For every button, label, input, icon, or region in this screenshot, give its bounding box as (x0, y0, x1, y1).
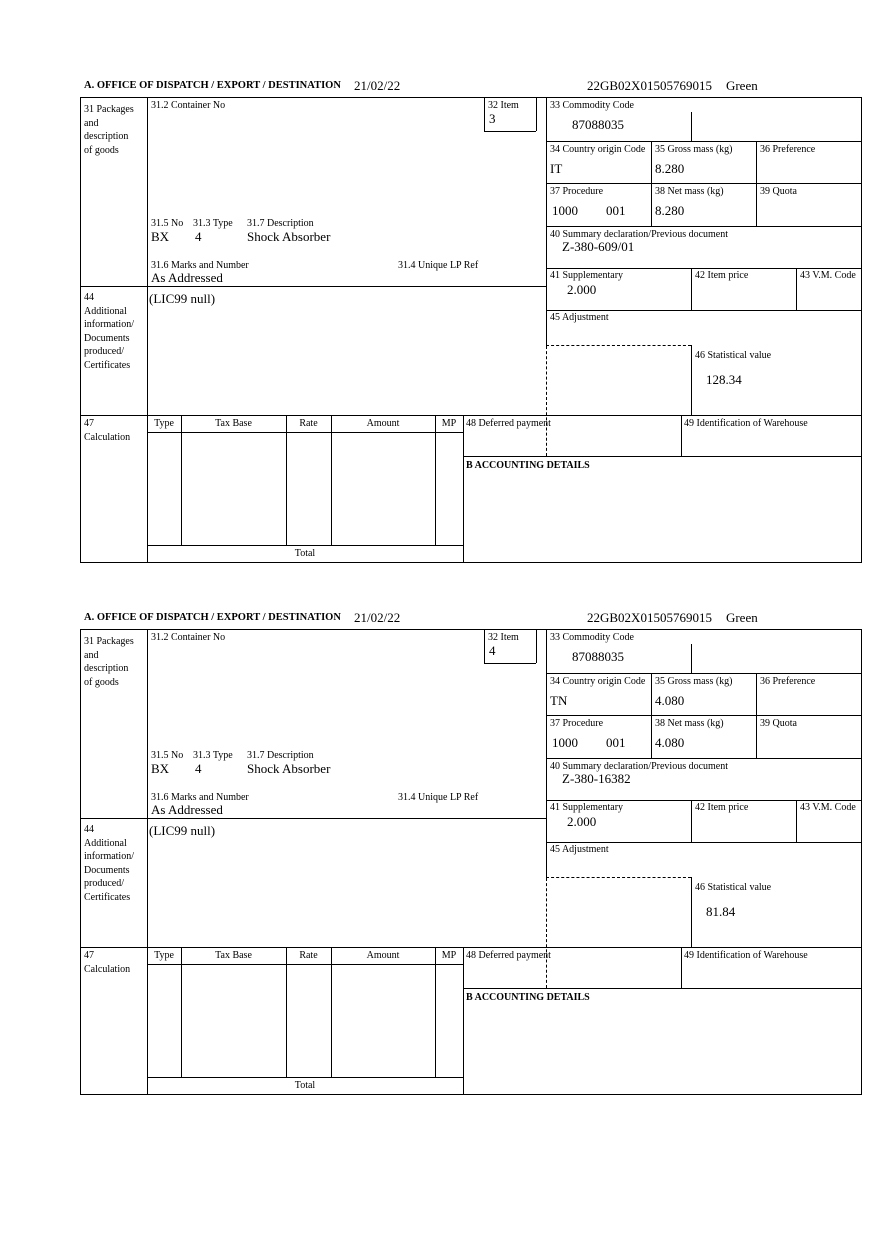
item-price-label: 42 Item price (695, 802, 749, 813)
divider-line (536, 98, 537, 131)
label-line: information/ (84, 319, 134, 330)
additional-info-label (84, 823, 144, 904)
section-header (80, 74, 862, 97)
divider-line (435, 415, 436, 545)
divider-line (463, 415, 464, 562)
divider-line (463, 988, 861, 989)
divider-line (546, 842, 861, 843)
quota-label: 39 Quota (760, 718, 797, 729)
declaration-item-section (80, 606, 862, 1096)
marks-number-label: 31.6 Marks and Number (151, 792, 249, 803)
supplementary-label: 41 Supplementary (550, 270, 624, 281)
divider-line (147, 630, 148, 1094)
statistical-value-label: 46 Statistical value (695, 882, 772, 893)
label-line: 47 (84, 950, 94, 961)
divider-line (147, 432, 463, 433)
divider-line (796, 800, 797, 842)
additional-information-value: (LIC99 null) (149, 823, 216, 838)
deferred-payment-label: 48 Deferred payment (466, 418, 551, 429)
procedure-label: 37 Procedure (550, 186, 604, 197)
divider-line (463, 456, 861, 457)
divider-line (796, 268, 797, 310)
label-line: Calculation (84, 963, 131, 975)
package-type-value: 4 (195, 761, 202, 776)
dashed-divider-line (546, 877, 691, 878)
gross-mass-label: 35 Gross mass (kg) (655, 676, 733, 687)
package-type-value: 4 (195, 229, 202, 244)
net-mass-label: 38 Net mass (kg) (655, 718, 724, 729)
statistical-value-label: 46 Statistical value (695, 350, 772, 361)
goods-description-label: 31.7 Description (247, 218, 314, 229)
item-form (80, 97, 862, 563)
preference-label: 36 Preference (760, 144, 816, 155)
supplementary-value: 2.000 (567, 814, 597, 829)
label-line: description (84, 131, 129, 142)
net-mass-value: 4.080 (655, 735, 685, 750)
warehouse-id-label: 49 Identification of Warehouse (684, 950, 808, 961)
divider-line (546, 310, 861, 311)
item-price-label: 42 Item price (695, 270, 749, 281)
goods-description-value: Shock Absorber (247, 761, 331, 776)
office-of-dispatch-label: A. OFFICE OF DISPATCH / EXPORT / DESTINATION (84, 612, 341, 623)
quota-label: 39 Quota (760, 186, 797, 197)
divider-line (81, 286, 546, 287)
divider-line (681, 415, 682, 456)
label-line: and (84, 649, 99, 661)
tax-table-header-mp: MP (441, 418, 457, 429)
adjustment-label: 45 Adjustment (550, 844, 609, 855)
label-line: 31 Packages (84, 636, 134, 647)
mrn-value: 22GB02X01505769015 (587, 78, 712, 93)
package-no-value: BX (151, 761, 170, 776)
divider-line (181, 947, 182, 1077)
tax-table-total-label: Total (294, 1080, 316, 1091)
unique-lp-ref-label: 31.4 Unique LP Ref (398, 260, 479, 271)
tax-table-header-amount: Amount (366, 418, 400, 429)
goods-description-value: Shock Absorber (247, 229, 331, 244)
net-mass-value: 8.280 (655, 203, 685, 218)
vm-code-label: 43 V.M. Code (800, 270, 856, 281)
country-origin-label: 34 Country origin Code (550, 676, 646, 687)
label-line: and (84, 117, 99, 129)
adjustment-label: 45 Adjustment (550, 312, 609, 323)
routing-status-value: Green (725, 78, 758, 93)
supplementary-value: 2.000 (567, 282, 597, 297)
routing-status-value: Green (725, 610, 758, 625)
previous-document-value: Z-380-16382 (562, 771, 631, 786)
calculation-label (84, 417, 144, 444)
item-form (80, 629, 862, 1095)
dashed-divider-line (546, 878, 547, 988)
tax-table-header-type: Type (154, 950, 174, 961)
label-line: 47 (84, 418, 94, 429)
divider-line (484, 663, 536, 664)
divider-line (147, 964, 463, 965)
divider-line (484, 98, 485, 131)
label-line: produced/ (84, 346, 124, 357)
container-no-label: 31.2 Container No (151, 100, 226, 111)
previous-document-label: 40 Summary declaration/Previous document (550, 761, 729, 772)
tax-table-header-type: Type (154, 418, 174, 429)
divider-line (691, 644, 692, 673)
divider-line (147, 545, 463, 546)
divider-line (463, 947, 464, 1094)
packages-label (84, 103, 144, 157)
office-of-dispatch-label: A. OFFICE OF DISPATCH / EXPORT / DESTINATION (84, 80, 341, 91)
divider-line (536, 630, 537, 663)
label-line: Documents (84, 332, 130, 344)
label-line: information/ (84, 851, 134, 862)
dashed-divider-line (546, 345, 691, 346)
divider-line (286, 415, 287, 545)
marks-value: As Addressed (151, 802, 223, 817)
divider-line (691, 345, 692, 415)
divider-line (691, 800, 692, 842)
divider-line (286, 947, 287, 1077)
deferred-payment-label: 48 Deferred payment (466, 950, 551, 961)
label-line: Calculation (84, 431, 131, 443)
item-number-value: 4 (489, 643, 496, 658)
divider-line (546, 800, 861, 801)
divider-line (546, 98, 547, 346)
additional-information-value: (LIC99 null) (149, 291, 216, 306)
procedure-value: 1000 (552, 735, 578, 750)
country-origin-value: TN (550, 693, 568, 708)
divider-line (81, 415, 861, 416)
divider-line (546, 141, 861, 142)
divider-line (691, 112, 692, 141)
item-number-value: 3 (489, 111, 496, 126)
tax-table-header-mp: MP (441, 950, 457, 961)
marks-value: As Addressed (151, 270, 223, 285)
procedure-extension-value: 001 (606, 203, 626, 218)
marks-number-label: 31.6 Marks and Number (151, 260, 249, 271)
gross-mass-value: 8.280 (655, 161, 685, 176)
commodity-code-value: 87088035 (572, 117, 624, 132)
calculation-label (84, 949, 144, 976)
item-box-label: 32 Item (488, 632, 519, 643)
divider-line (546, 758, 861, 759)
package-no-value: BX (151, 229, 170, 244)
dashed-divider-line (546, 346, 547, 456)
label-line: Certificates (84, 891, 131, 903)
warehouse-id-label: 49 Identification of Warehouse (684, 418, 808, 429)
divider-line (331, 947, 332, 1077)
mrn-value: 22GB02X01505769015 (587, 610, 712, 625)
tax-table-total-label: Total (294, 548, 316, 559)
package-no-label: 31.5 No (151, 218, 184, 229)
divider-line (147, 1077, 463, 1078)
container-no-label: 31.2 Container No (151, 632, 226, 643)
vm-code-label: 43 V.M. Code (800, 802, 856, 813)
supplementary-label: 41 Supplementary (550, 802, 624, 813)
divider-line (81, 947, 861, 948)
commodity-code-value: 87088035 (572, 649, 624, 664)
preference-label: 36 Preference (760, 676, 816, 687)
packages-label (84, 635, 144, 689)
label-line: 44 (84, 824, 94, 835)
divider-line (181, 415, 182, 545)
label-line: Additional (84, 837, 127, 849)
unique-lp-ref-label: 31.4 Unique LP Ref (398, 792, 479, 803)
divider-line (81, 818, 546, 819)
country-origin-label: 34 Country origin Code (550, 144, 646, 155)
label-line: of goods (84, 676, 119, 688)
divider-line (546, 183, 861, 184)
divider-line (691, 877, 692, 947)
previous-document-label: 40 Summary declaration/Previous document (550, 229, 729, 240)
net-mass-label: 38 Net mass (kg) (655, 186, 724, 197)
previous-document-value: Z-380-609/01 (562, 239, 635, 254)
item-box-label: 32 Item (488, 100, 519, 111)
goods-description-label: 31.7 Description (247, 750, 314, 761)
accounting-details-label: B ACCOUNTING DETAILS (466, 460, 590, 471)
label-line: Documents (84, 864, 130, 876)
divider-line (331, 415, 332, 545)
commodity-code-label: 33 Commodity Code (550, 632, 634, 643)
reference-line (587, 610, 758, 626)
procedure-label: 37 Procedure (550, 718, 604, 729)
label-line: produced/ (84, 878, 124, 889)
reference-line (587, 78, 758, 94)
label-line: Additional (84, 305, 127, 317)
divider-line (435, 947, 436, 1077)
gross-mass-label: 35 Gross mass (kg) (655, 144, 733, 155)
package-no-label: 31.5 No (151, 750, 184, 761)
package-type-label: 31.3 Type (193, 750, 233, 761)
divider-line (681, 947, 682, 988)
date-value: 21/02/22 (354, 610, 401, 625)
procedure-value: 1000 (552, 203, 578, 218)
tax-table-header-amount: Amount (366, 950, 400, 961)
statistical-value: 81.84 (706, 904, 736, 919)
commodity-code-label: 33 Commodity Code (550, 100, 634, 111)
label-line: 31 Packages (84, 104, 134, 115)
label-line: description (84, 663, 129, 674)
tax-table-header-tax-base: Tax Base (215, 418, 252, 429)
divider-line (546, 715, 861, 716)
divider-line (546, 673, 861, 674)
divider-line (484, 131, 536, 132)
label-line: 44 (84, 292, 94, 303)
statistical-value: 128.34 (706, 372, 742, 387)
tax-table-header-rate: Rate (299, 418, 318, 429)
tax-table-header-rate: Rate (299, 950, 318, 961)
gross-mass-value: 4.080 (655, 693, 685, 708)
divider-line (546, 630, 547, 878)
package-type-label: 31.3 Type (193, 218, 233, 229)
label-line: Certificates (84, 359, 131, 371)
divider-line (546, 226, 861, 227)
divider-line (484, 630, 485, 663)
accounting-details-label: B ACCOUNTING DETAILS (466, 992, 590, 1003)
country-origin-value: IT (550, 161, 563, 176)
tax-table-header-tax-base: Tax Base (215, 950, 252, 961)
date-value: 21/02/22 (354, 78, 401, 93)
section-header (80, 606, 862, 629)
procedure-extension-value: 001 (606, 735, 626, 750)
divider-line (147, 98, 148, 562)
additional-info-label (84, 291, 144, 372)
label-line: of goods (84, 144, 119, 156)
divider-line (546, 268, 861, 269)
divider-line (691, 268, 692, 310)
declaration-item-section (80, 74, 862, 564)
